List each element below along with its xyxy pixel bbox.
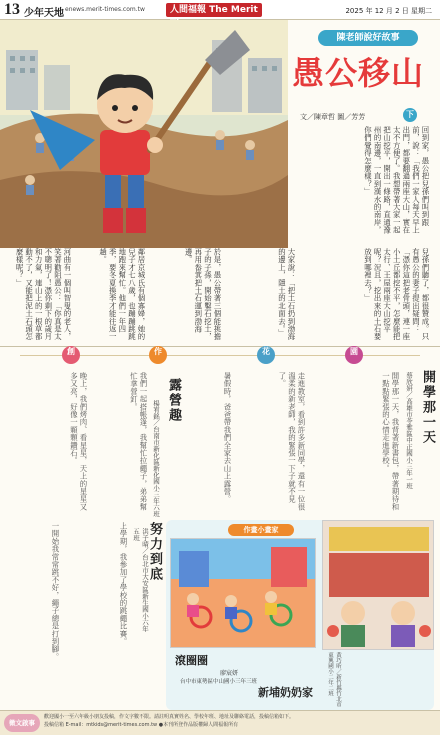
submission-badge: 徵文啟事 xyxy=(4,714,40,732)
footer-contact[interactable]: 投稿信箱 E-mail：mtkids@merit-times.com.tw ●本刊所登作品版權歸人間福報所有 xyxy=(44,722,239,728)
drawing-title: 滾圈圈 xyxy=(175,654,208,667)
site-url[interactable]: enews.merit-times.com.tw xyxy=(65,6,145,13)
part-badge: 下 xyxy=(403,108,417,122)
article-body: 我們一起搭帳篷，我幫忙拉繩子，弟弟幫忙拿營釘。 xyxy=(129,372,148,511)
article-body: 暑假時，爸爸帶我們全家去山上露營。 xyxy=(223,372,232,503)
article-title: 開學那一天 xyxy=(420,370,435,445)
drawing-school: 台中市東勢區中山國小三年三班 xyxy=(180,679,258,685)
story-column: 鄰居京城氏有個寡婦，她的兒子才七八歲，也蹦蹦跳跳地跑來幫忙。他們一年四季，要冬夏換季才能往返一趟。 xyxy=(98,248,146,341)
article-title: 露營趣 xyxy=(166,378,181,423)
story-column: 大家說：「把土石扔到渤海的邊上，隱土的北面去。」 xyxy=(277,248,296,341)
story-column: 兒孫們聽了，都很贊成。只有愚公的妻子提出疑問：「憑你這把老骨頭，連一座小土丘都挖不平，怎麼能把太行、王屋兩座大山挖平呢？況且，挖出來的土石要放到哪裡去？」 xyxy=(363,248,430,341)
story-column: 於是，愚公帶著三個能挑擔子的子孫，開始鑿石挖土，再用畚箕把土石運到渤海邊。 xyxy=(184,248,222,341)
child-drawing-2 xyxy=(322,520,434,650)
article-author: 蔡欣妍／高雄市苓雅區中正國小三年一班 xyxy=(405,372,413,489)
article-body: 上學期，我參加了學校的跳繩比賽。 xyxy=(119,522,128,646)
garden-label-char: 創 xyxy=(62,346,80,364)
article-author: 楊宥銘／台南市新化區新化國小三年六班 xyxy=(152,400,160,517)
story-title: 愚公移山 xyxy=(292,54,425,92)
article-title: 努力到底 xyxy=(147,522,162,582)
series-banner: 陳老師說好故事 xyxy=(318,30,418,46)
article-body: 開學那一天，我背著新書包，帶著期待和一點點緊張的心情走進學校。 xyxy=(381,372,400,511)
footer-notice: 歡迎國小一至六年級小朋友投稿，作文字數不限。請註明真實姓名、學校年班、地址及聯絡電話，投稿信箱如下。 xyxy=(44,714,295,720)
section-title: 少年天地 xyxy=(24,8,64,19)
article-body: 晚上，我們烤肉、看星星，天上的星星又多又亮，好像一顆顆鑽石。 xyxy=(69,372,88,511)
article-body: 走進教室，看到許多新同學，還有一位很溫柔的新老師，我的緊張一下子就不見了。 xyxy=(277,372,306,511)
story-column: 河曲有一個叫智叟的老人，笑著勸阻愚公：「你真是太不聰明了！憑你剩下的歲月和力氣，連山上的一根草都動不了，又能把泥土石頭怎麼樣呢？」 xyxy=(15,248,72,341)
issue-date: 2025 年 12 月 2 日 星期二 xyxy=(345,7,432,15)
story-illustration xyxy=(0,20,288,248)
child-drawing-1 xyxy=(170,538,316,648)
story-byline: 文／陳章哲 圖／芳芳 xyxy=(300,113,366,121)
drawing-author: 廖宸妍 xyxy=(220,670,239,677)
article-body: 一開始我常常跳不好，繩子總是打到腳。 xyxy=(51,522,60,661)
newspaper-masthead: 人間福報 The Merit xyxy=(166,3,262,17)
drawing-author: 黃巧昕／新竹縣竹北市東興國小二年二班 xyxy=(327,652,341,707)
page-number: 13 xyxy=(4,1,20,18)
garden-label-char: 花 xyxy=(257,346,275,364)
story-column: 回到家，愚公把兒孫們叫到跟前，說：「我們一家人每天早上出門，都要翻過兩座大山，實在太不方便了。我想帶著大家一起把山挖平，開出一條路，直通豫州的南邊，一直到漢水的南岸，你們覺得怎麼樣？」 xyxy=(363,126,430,234)
drawings-banner: 作畫小畫家 xyxy=(228,524,294,536)
garden-label-char: 作 xyxy=(149,346,167,364)
drawing-title: 新埔奶奶家 xyxy=(258,686,313,699)
garden-label-char: 園 xyxy=(345,346,363,364)
article-author: 洪子晴／台北市大安區新生國小六年五班 xyxy=(132,528,149,632)
